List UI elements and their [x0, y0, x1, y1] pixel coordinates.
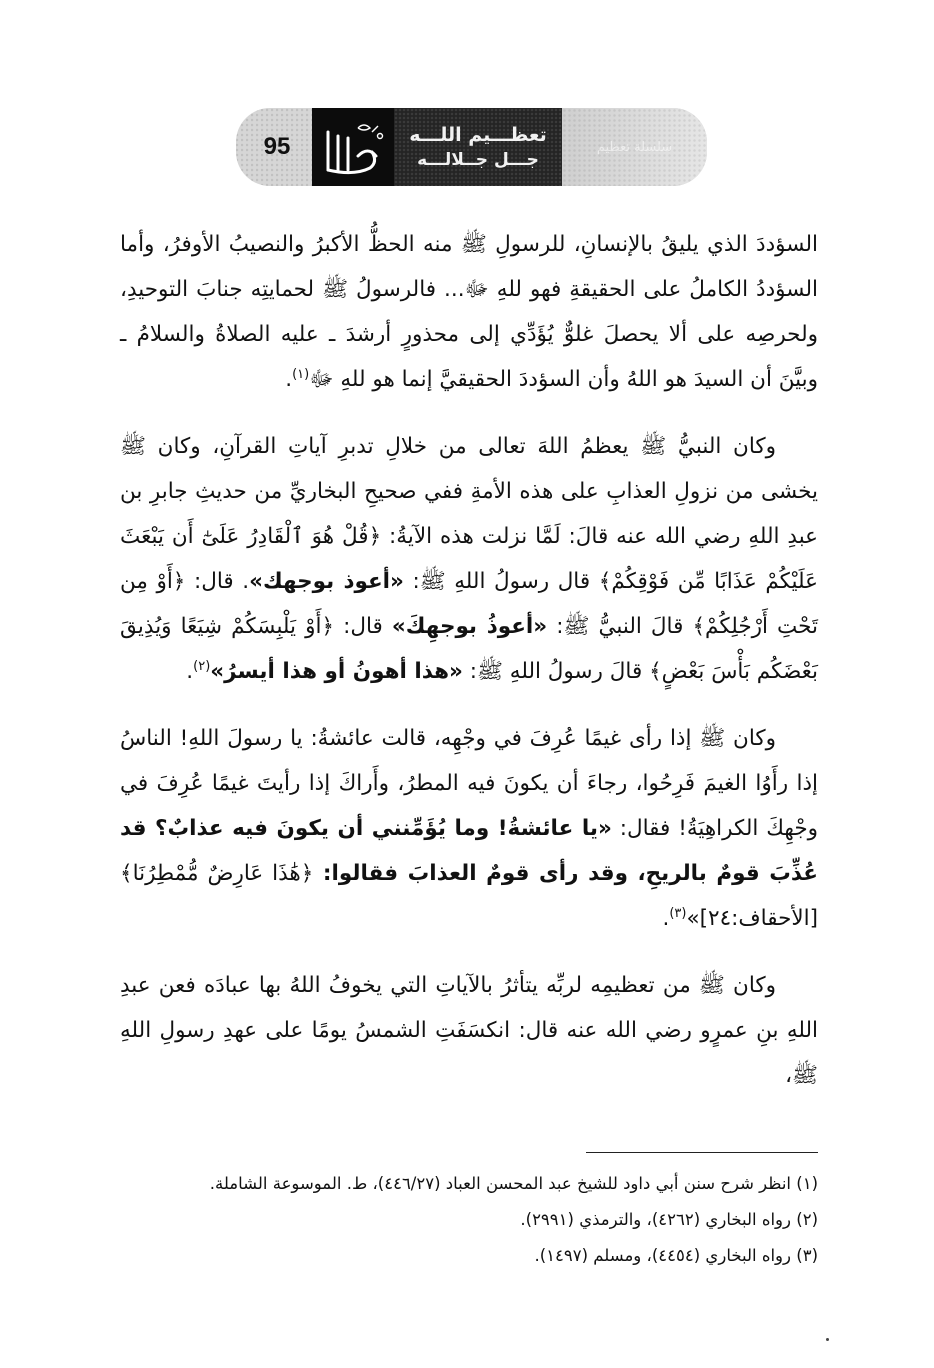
- book-title: [394, 108, 562, 186]
- header-decoration: [562, 108, 707, 186]
- quran-verse: ﴿هَٰذَا عَارِضٌ مُّمْطِرُنَا﴾: [120, 861, 314, 886]
- footnotes: [120, 1166, 818, 1274]
- main-text: [120, 222, 818, 1098]
- allah-calligraphy-logo: [312, 108, 394, 186]
- book-title-line2: جـــل جــلالـــه: [417, 150, 539, 170]
- quran-verse: ﴿أَوْ مِن تَحْتِ أَرْجُلِكُمْ﴾: [120, 569, 819, 639]
- footnote-ref: (٣): [669, 905, 687, 921]
- text-segment: قال:: [334, 614, 392, 639]
- quran-verse: ﴿قُلْ هُوَ ٱلْقَادِرُ عَلَىٰٓ أَن يَبْعَثَ عَلَيْكُمْ عَذَابًا مِّن فَوْقِكُمْ﴾: [120, 524, 818, 594]
- scan-speck: [826, 1338, 829, 1341]
- text-segment: [الأحقاف:٢٤]»: [686, 906, 818, 931]
- footnote-3: (٣) رواه البخاري (٤٤٥٤)، ومسلم (١٤٩٧).: [534, 1246, 818, 1265]
- text-segment: وكان ﷺ إذا رأى غيمًا عُرِفَ في وجْهِه، قالت عائشةُ: يا رسولَ اللهِ! الناسُ إذا رأَوُا الغيمَ فَرِحُوا، رجاءَ أن يكونَ فيه المطرُ، وأَراكَ إذا رأيتَ غيمًا عُرِفَ في وجْهِكَ الكراهِيَةُ! فقال:: [120, 726, 818, 841]
- text-segment: قال رسولُ اللهِ ﷺ:: [403, 569, 599, 594]
- footnote-divider: [586, 1152, 818, 1153]
- hadith-quote: «أعوذ بوجهك»: [249, 569, 404, 594]
- text-segment: وكان ﷺ من تعظيمِه لربِّه يتأثرُ بالآياتِ التي يخوفُ اللهُ بها عبادَه فعن عبدِ اللهِ بنِ عمرٍو رضي الله عنه قال: انكسَفَتِ الشمسُ يومًا على عهدِ رسولِ اللهِ ﷺ،: [120, 973, 818, 1088]
- text-segment: .: [186, 659, 194, 684]
- text-segment: .: [662, 906, 670, 931]
- text-segment: السؤددَ الذي يليقُ بالإنسانِ، للرسولِ ﷺ منه الحظُّ الأكبرُ والنصيبُ الأوفرُ، وأما السؤددُ الكاملُ على الحقيقةِ فهو للهِ ﷻ... فالرسولُ ﷺ لحمايتِه جنابَ التوحيدِ، ولحرصِه على ألا يحصلَ غلوٌّ يُؤَدِّي إلى محذورٍ أرشدَ ـ عليه الصلاةُ والسلامُ ـ وبيَّنَ أن السيدَ هو اللهُ وأن السؤددَ الحقيقيَّ إنما هو للهِ ﷻ: [120, 232, 818, 392]
- book-title-line1: تعظـــيم اللـــه: [409, 124, 547, 146]
- hadith-quote: «هذا أهونُ أو هذا أيسرُ»: [210, 659, 463, 684]
- text-segment: وكان النبيُّ ﷺ يعظمُ اللهَ تعالى من خلالِ تدبرِ آياتِ القرآنِ، وكان ﷺ يخشى من نزولِ العذابِ على هذه الأمةِ ففي صحيحِ البخاريِّ من حديثِ جابرِ بن عبدِ اللهِ رضي الله عنه قالَ: لَمَّا نزلت هذه الآيةُ:: [120, 434, 819, 549]
- paragraph-1: [120, 222, 818, 402]
- text-segment: .: [285, 367, 293, 392]
- faded-series-text: سلسلة تعظيم: [596, 139, 673, 155]
- paragraph-3: [120, 716, 818, 941]
- text-segment: قالَ رسولُ اللهِ ﷺ:: [462, 659, 650, 684]
- calligraphy-icon: [318, 116, 388, 178]
- hadith-quote: «أعوذُ بوجهِكَ»: [391, 614, 548, 639]
- footnote-ref: (٢): [193, 658, 211, 674]
- footnote-ref: (١): [292, 366, 310, 382]
- text-segment: . قال:: [185, 569, 250, 594]
- text-segment: قالَ النبيُّ ﷺ:: [547, 614, 693, 639]
- paragraph-2: [120, 424, 818, 694]
- quran-verse: ﴿أَوْ يَلْبِسَكُمْ شِيَعًا وَيُذِيقَ بَعْضَكُم بَأْسَ بَعْضٍ﴾: [120, 614, 818, 684]
- paragraph-4: [120, 963, 818, 1098]
- footnote-1: (١) انظر شرح سنن أبي داود للشيخ عبد المحسن العباد (٤٤٦/٢٧)، ط. الموسوعة الشاملة.: [209, 1174, 818, 1193]
- footnote-2: (٢) رواه البخاري (٤٢٦٢)، والترمذي (٢٩٩١).: [520, 1210, 818, 1229]
- page-number: 95: [263, 133, 291, 160]
- page-header: [236, 108, 707, 186]
- hadith-quote: «يا عائشةُ! وما يُؤَمِّنني أن يكونَ فيه عذابٌ؟ قد عُذِّبَ قومٌ بالريحِ، وقد رأى قومٌ العذابَ فقالوا:: [120, 816, 818, 886]
